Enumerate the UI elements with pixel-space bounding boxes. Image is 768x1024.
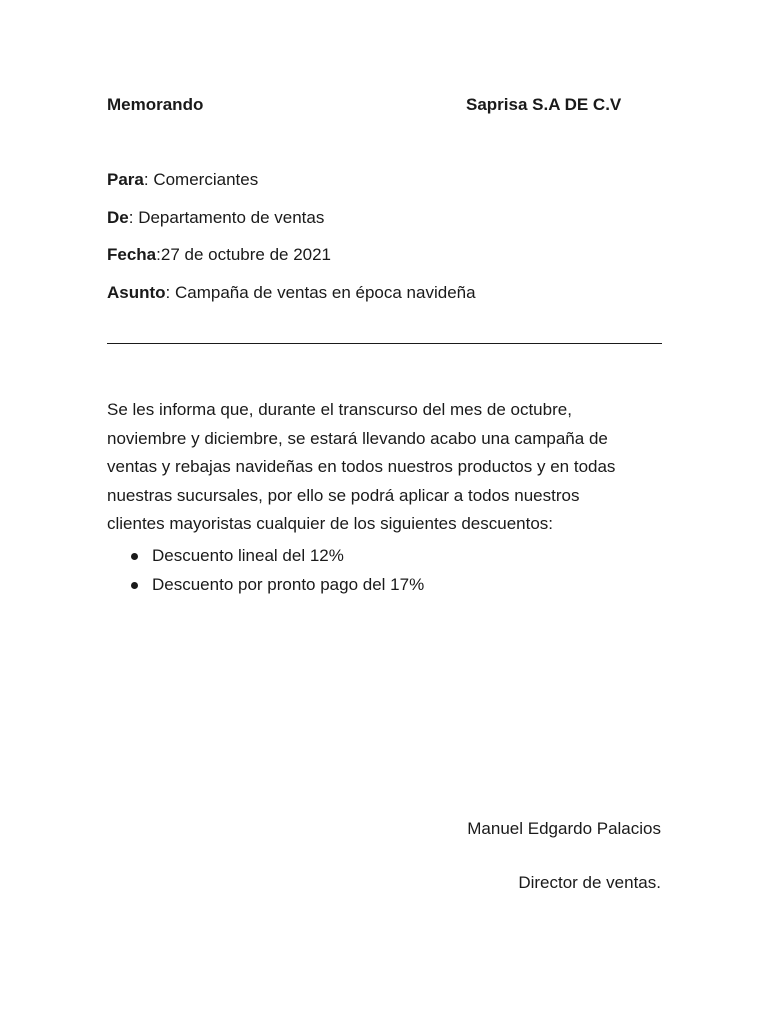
discount-list bbox=[107, 542, 424, 599]
header-divider bbox=[107, 343, 662, 344]
field-asunto-label: Asunto bbox=[107, 283, 166, 302]
discount-text: Descuento por pronto pago del 17% bbox=[152, 574, 425, 594]
body-line: Se les informa que, durante el transcurso del mes de octubre, bbox=[107, 400, 572, 419]
body-line: ventas y rebajas navideñas en todos nuestros productos y en todas bbox=[107, 457, 616, 476]
field-fecha-label: Fecha bbox=[107, 245, 157, 264]
discount-text: Descuento lineal del 12% bbox=[152, 546, 344, 565]
field-para-separator: : bbox=[143, 170, 154, 189]
field-asunto bbox=[107, 283, 476, 303]
discount-item bbox=[107, 571, 424, 600]
field-fecha bbox=[107, 245, 331, 265]
field-de bbox=[107, 208, 324, 228]
field-de-value: Departamento de ventas bbox=[138, 208, 325, 227]
field-de-label: De bbox=[107, 208, 129, 227]
field-para bbox=[107, 170, 258, 190]
signature-name: Manuel Edgardo Palacios bbox=[467, 819, 661, 838]
discount-item bbox=[107, 542, 424, 571]
field-asunto-separator: : bbox=[165, 283, 175, 302]
body-line: clientes mayoristas cualquier de los siguientes descuentos: bbox=[107, 514, 554, 533]
field-fecha-value: 27 de octubre de 2021 bbox=[160, 245, 332, 264]
field-de-separator: : bbox=[128, 208, 139, 227]
company-name: Saprisa S.A DE C.V bbox=[466, 95, 622, 114]
body-line: noviembre y diciembre, se estará llevando acabo una campaña de bbox=[107, 428, 608, 448]
body-line: nuestras sucursales, por ello se podrá aplicar a todos nuestros bbox=[107, 485, 580, 505]
field-asunto-value: Campaña de ventas en época navideña bbox=[175, 283, 476, 302]
bullet-icon bbox=[131, 582, 138, 589]
field-fecha-separator: : bbox=[156, 245, 161, 264]
memo-body bbox=[107, 396, 667, 539]
bullet-icon bbox=[131, 553, 138, 560]
field-para-value: Comerciantes bbox=[153, 170, 259, 189]
signature-title: Director de ventas. bbox=[518, 873, 661, 892]
field-para-label: Para bbox=[107, 170, 144, 189]
memo-title: Memorando bbox=[107, 95, 204, 114]
